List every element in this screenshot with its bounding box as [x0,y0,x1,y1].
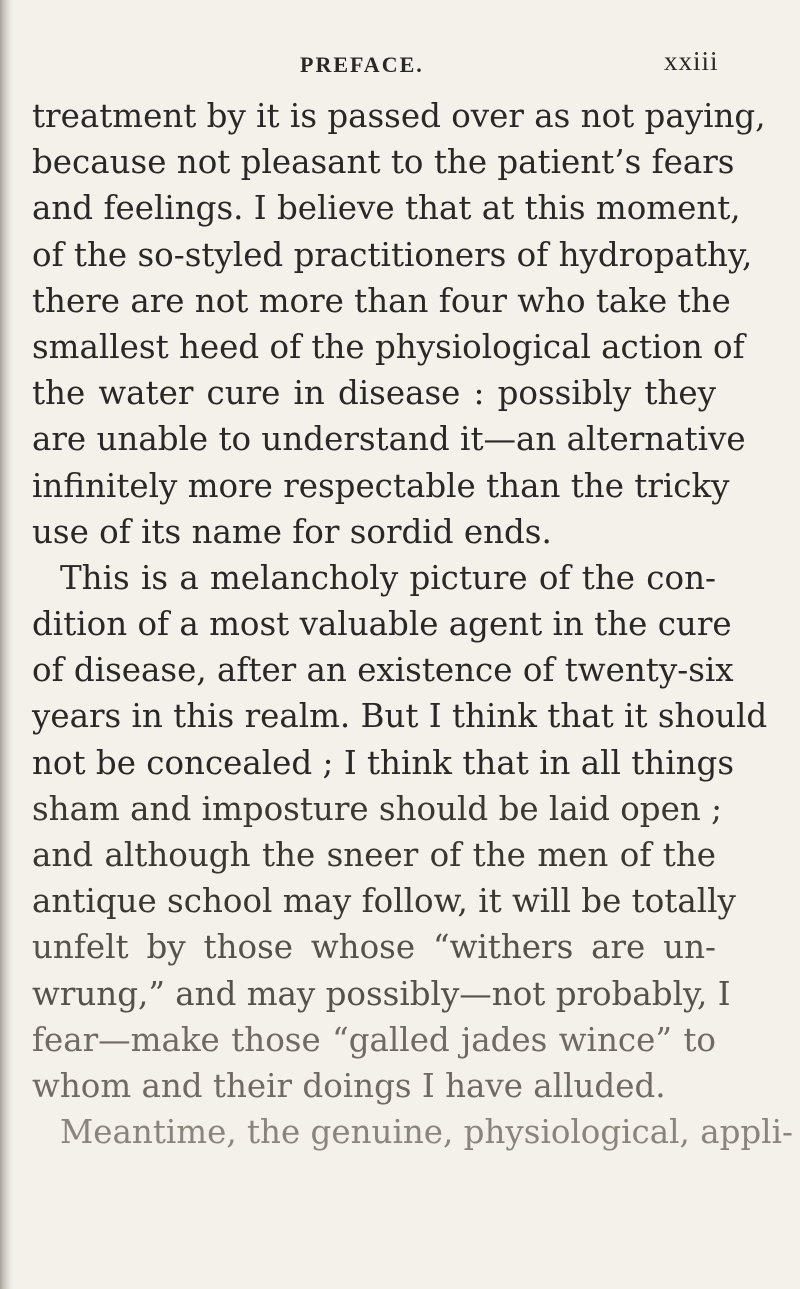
text-line: and although the sneer of the men of the [32,836,716,874]
text-line: years in this realm. But I think that it should [32,697,768,736]
text-line: smallest heed of the physiological action of [32,327,745,366]
text-line: not be concealed ; I think that in all things [32,743,735,782]
text-line: antique school may follow, it will be totally [32,882,736,921]
text-line: use of its name for sordid ends. [32,512,552,551]
text-line: infinitely more respectable than the tricky [32,466,730,505]
page-header [0,40,800,80]
text-line: sham and imposture should be laid open ; [32,789,723,828]
text-line: of disease, after an existence of twenty-six [32,651,734,690]
page-number: xxiii [664,46,719,76]
text-line: Meantime, the genuine, physiological, appli- [60,1113,793,1152]
page-binding-edge [0,0,14,1289]
text-line: there are not more than four who take the [32,281,731,320]
text-line: because not pleasant to the patient’s fears [32,143,735,182]
running-title: PREFACE. [300,52,424,77]
text-line: treatment by it is passed over as not paying, [32,97,766,135]
text-line: dition of a most valuable agent in the cure [32,605,732,644]
text-line: and feelings. I believe that at this moment, [32,189,741,228]
text-line: This is a melancholy picture of the con- [60,558,716,597]
body-text [32,93,793,1155]
text-line: fear—make those “galled jades wince” to [32,1020,716,1059]
text-line: of the so-styled practitioners of hydropathy, [32,235,753,274]
text-line: wrung,” and may possibly—not probably, I [32,974,731,1013]
text-line: the water cure in disease : possibly they [32,374,716,413]
text-line: unfelt by those whose “withers are un- [32,928,716,967]
text-line: whom and their doings I have alluded. [32,1066,666,1105]
text-line: are unable to understand it—an alternative [32,420,746,459]
